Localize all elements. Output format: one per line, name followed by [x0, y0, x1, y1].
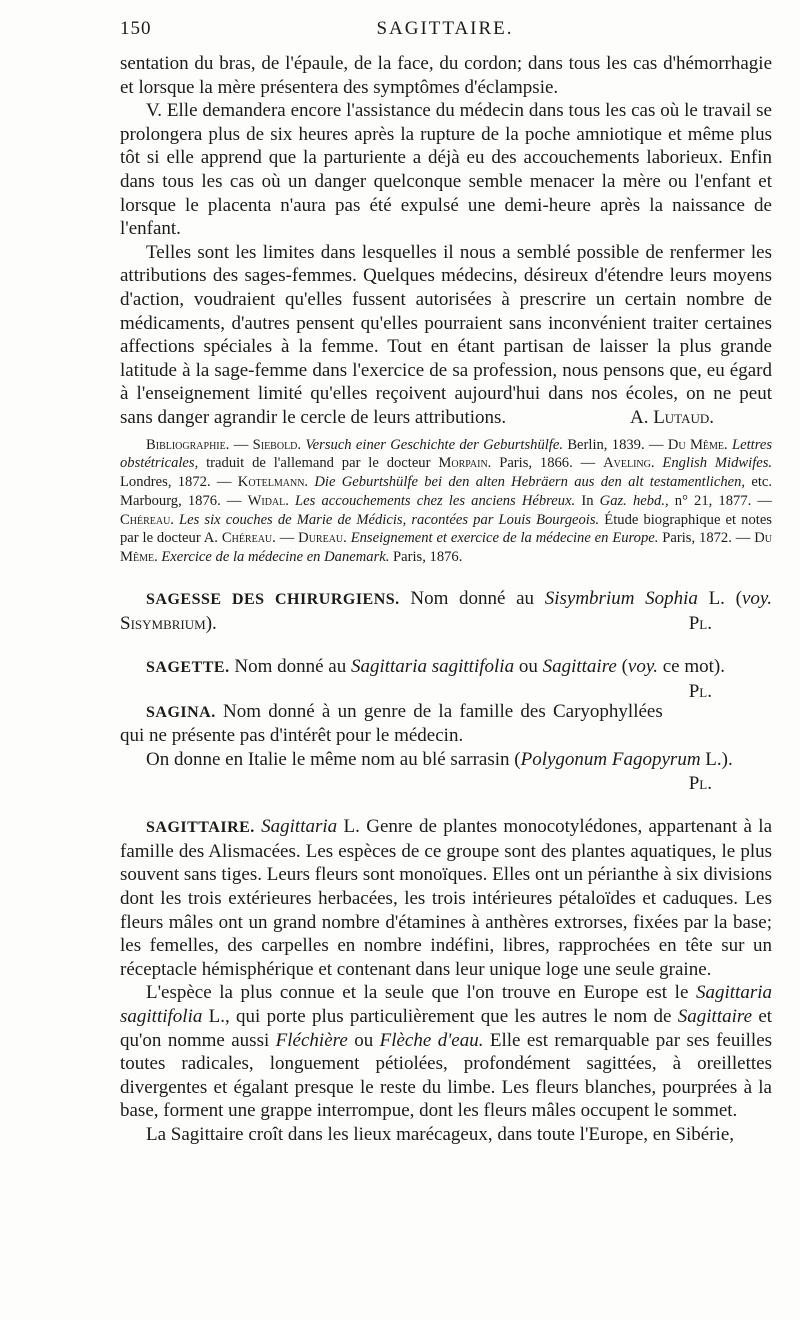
bibliography: Bibliographie. — Siebold. Versuch einer Geschichte der Geburtshülfe. Berlin, 1839. — Du Même. Lettres obstétricales, traduit de l'allemand par le docteur Morpain. Paris, 1866. — Aveling. English Midwifes. Londres, 1872. — Kotelmann. Die Geburtshülfe bei den alten Hebräern aus den alt testamentlichen, etc. Marbourg, 1876. — Widal. Les accouchements chez les anciens Hébreux. In Gaz. hebd., n° 21, 1877. — Chéreau. Les six couches de Marie de Médicis, racontées par Louis Bourgeois. Étude biographique et notes par le docteur A. Chéreau. — Dureau. Enseignement et exercice de la médecine en Europe. Paris, 1872. — Du Même. Exercice de la médecine en Danemark. Paris, 1876. — [120, 436, 773, 566]
entry-signature: Pl. — [688, 680, 712, 702]
paragraph-article-v: V. Elle demandera encore l'assistance du médecin dans tous les cas où le travail se prolongera plus de six heures après la rupture de la poche amniotique et même plus tôt si elle apprend que la parturiente a déjà eu des accouchements laborieux. Enfin dans tous les cas où un danger quelconque semble menacer la mère ou l'enfant et lorsque le placenta n'aura pas été expulsé une demi-heure après la naissance de l'enfant. — [120, 100, 772, 240]
bibliography-label: Bibliographie. — [146, 436, 230, 453]
headword: SAGINA. — [146, 703, 216, 721]
entry-sagesse-des-chirurgiens: SAGESSE DES CHIRURGIENS. Nom donné au Sisymbrium Sophia L. (voy. Sisymbrium). Pl. — [120, 588, 773, 634]
entry-sagittaire: SAGITTAIRE. Sagittaria L. Genre de plantes monocotylédones, appartenant à la famille des Alismacées. Les espèces de ce groupe sont des plantes aquatiques, le plus souvent sans tiges. Leurs fleurs sont monoïques. Elles ont un périanthe à six divisions dont les trois extérieures herbacées, les trois intérieures pétaloïdes et caduques. Les fleurs mâles ont un grand nombre d'étamines à anthères extrorses, fixées par la base; les femelles, des carpelles en nombre indéfini, libres, rapprochées en tête sur un réceptacle hémisphérique et contenant dans leur unique loge une seule graine. — [120, 816, 773, 980]
running-title: SAGITTAIRE. — [376, 18, 514, 39]
author-signature: A. Lutaud. — [629, 406, 714, 428]
headword: SAGITTAIRE. — [146, 819, 255, 837]
headword: SAGESSE DES CHIRURGIENS. — [146, 591, 400, 609]
running-header — [120, 18, 770, 48]
page-body — [120, 52, 772, 1147]
paragraph-sagittaria-sagittifolia: L'espèce la plus connue et la seule que l'on trouve en Europe est le Sagittaria sagittifolia L., qui porte plus particulièrement que les autres le nom de Sagittaire et qu'on nomme aussi Fléchière ou Flèche d'eau. Elle est remarquable par ses feuilles toutes radicales, longuement pétiolées, profondément sagittées, à oreillettes divergentes et égalant presque le reste du limbe. Les fleurs blanches, pourprées à la base, forment une grappe interrompue, dont les fleurs mâles occupent le sommet. — [120, 982, 773, 1122]
headword: SAGETTE. — [146, 659, 230, 677]
paragraph-habitat: La Sagittaire croît dans les lieux marécageux, dans toute l'Europe, en Sibérie, — [146, 1123, 734, 1145]
entry-sagette: SAGETTE. Nom donné au Sagittaria sagittifolia ou Sagittaire (voy. ce mot). Pl. — [120, 655, 772, 680]
paragraph-continuation: sentation du bras, de l'épaule, de la face, du cordon; dans tous les cas d'hémorrhagie et lorsque la mère présentera des symptômes d'éclampsie. — [120, 53, 772, 98]
entry-sagina-second-paragraph: On donne en Italie le même nom au blé sarrasin (Polygonum Fagopyrum L.). — [146, 749, 733, 771]
entry-signature: Pl. — [688, 772, 712, 794]
page-number: 150 — [120, 18, 152, 39]
paragraph-limits: Telles sont les limites dans lesquelles il nous a semblé possible de renfermer les attributions des sages-femmes. Quelques médecins, désireux d'étendre leurs moyens d'action, voudraient qu'elles fussent autorisées à prescrire un certain nombre de médicaments, d'autres pensent qu'elles pourraient sans inconvénient traiter certaines affections spéciales à la femme. Tout en étant partisan de laisser la plus grande latitude à la sage-femme dans l'exercice de sa profession, nous pensons que, eu égard à l'enseignement limité qu'elles reçoivent aujourd'hui dans nos écoles, on ne peut sans danger agrandir le cercle de leurs attributions. — [120, 241, 772, 428]
entry-sagina: SAGINA. Nom donné à un genre de la famille des Caryophyllées qui ne présente pas d'intérêt pour le médecin. — [120, 700, 663, 747]
entry-signature: Pl. — [688, 612, 712, 634]
